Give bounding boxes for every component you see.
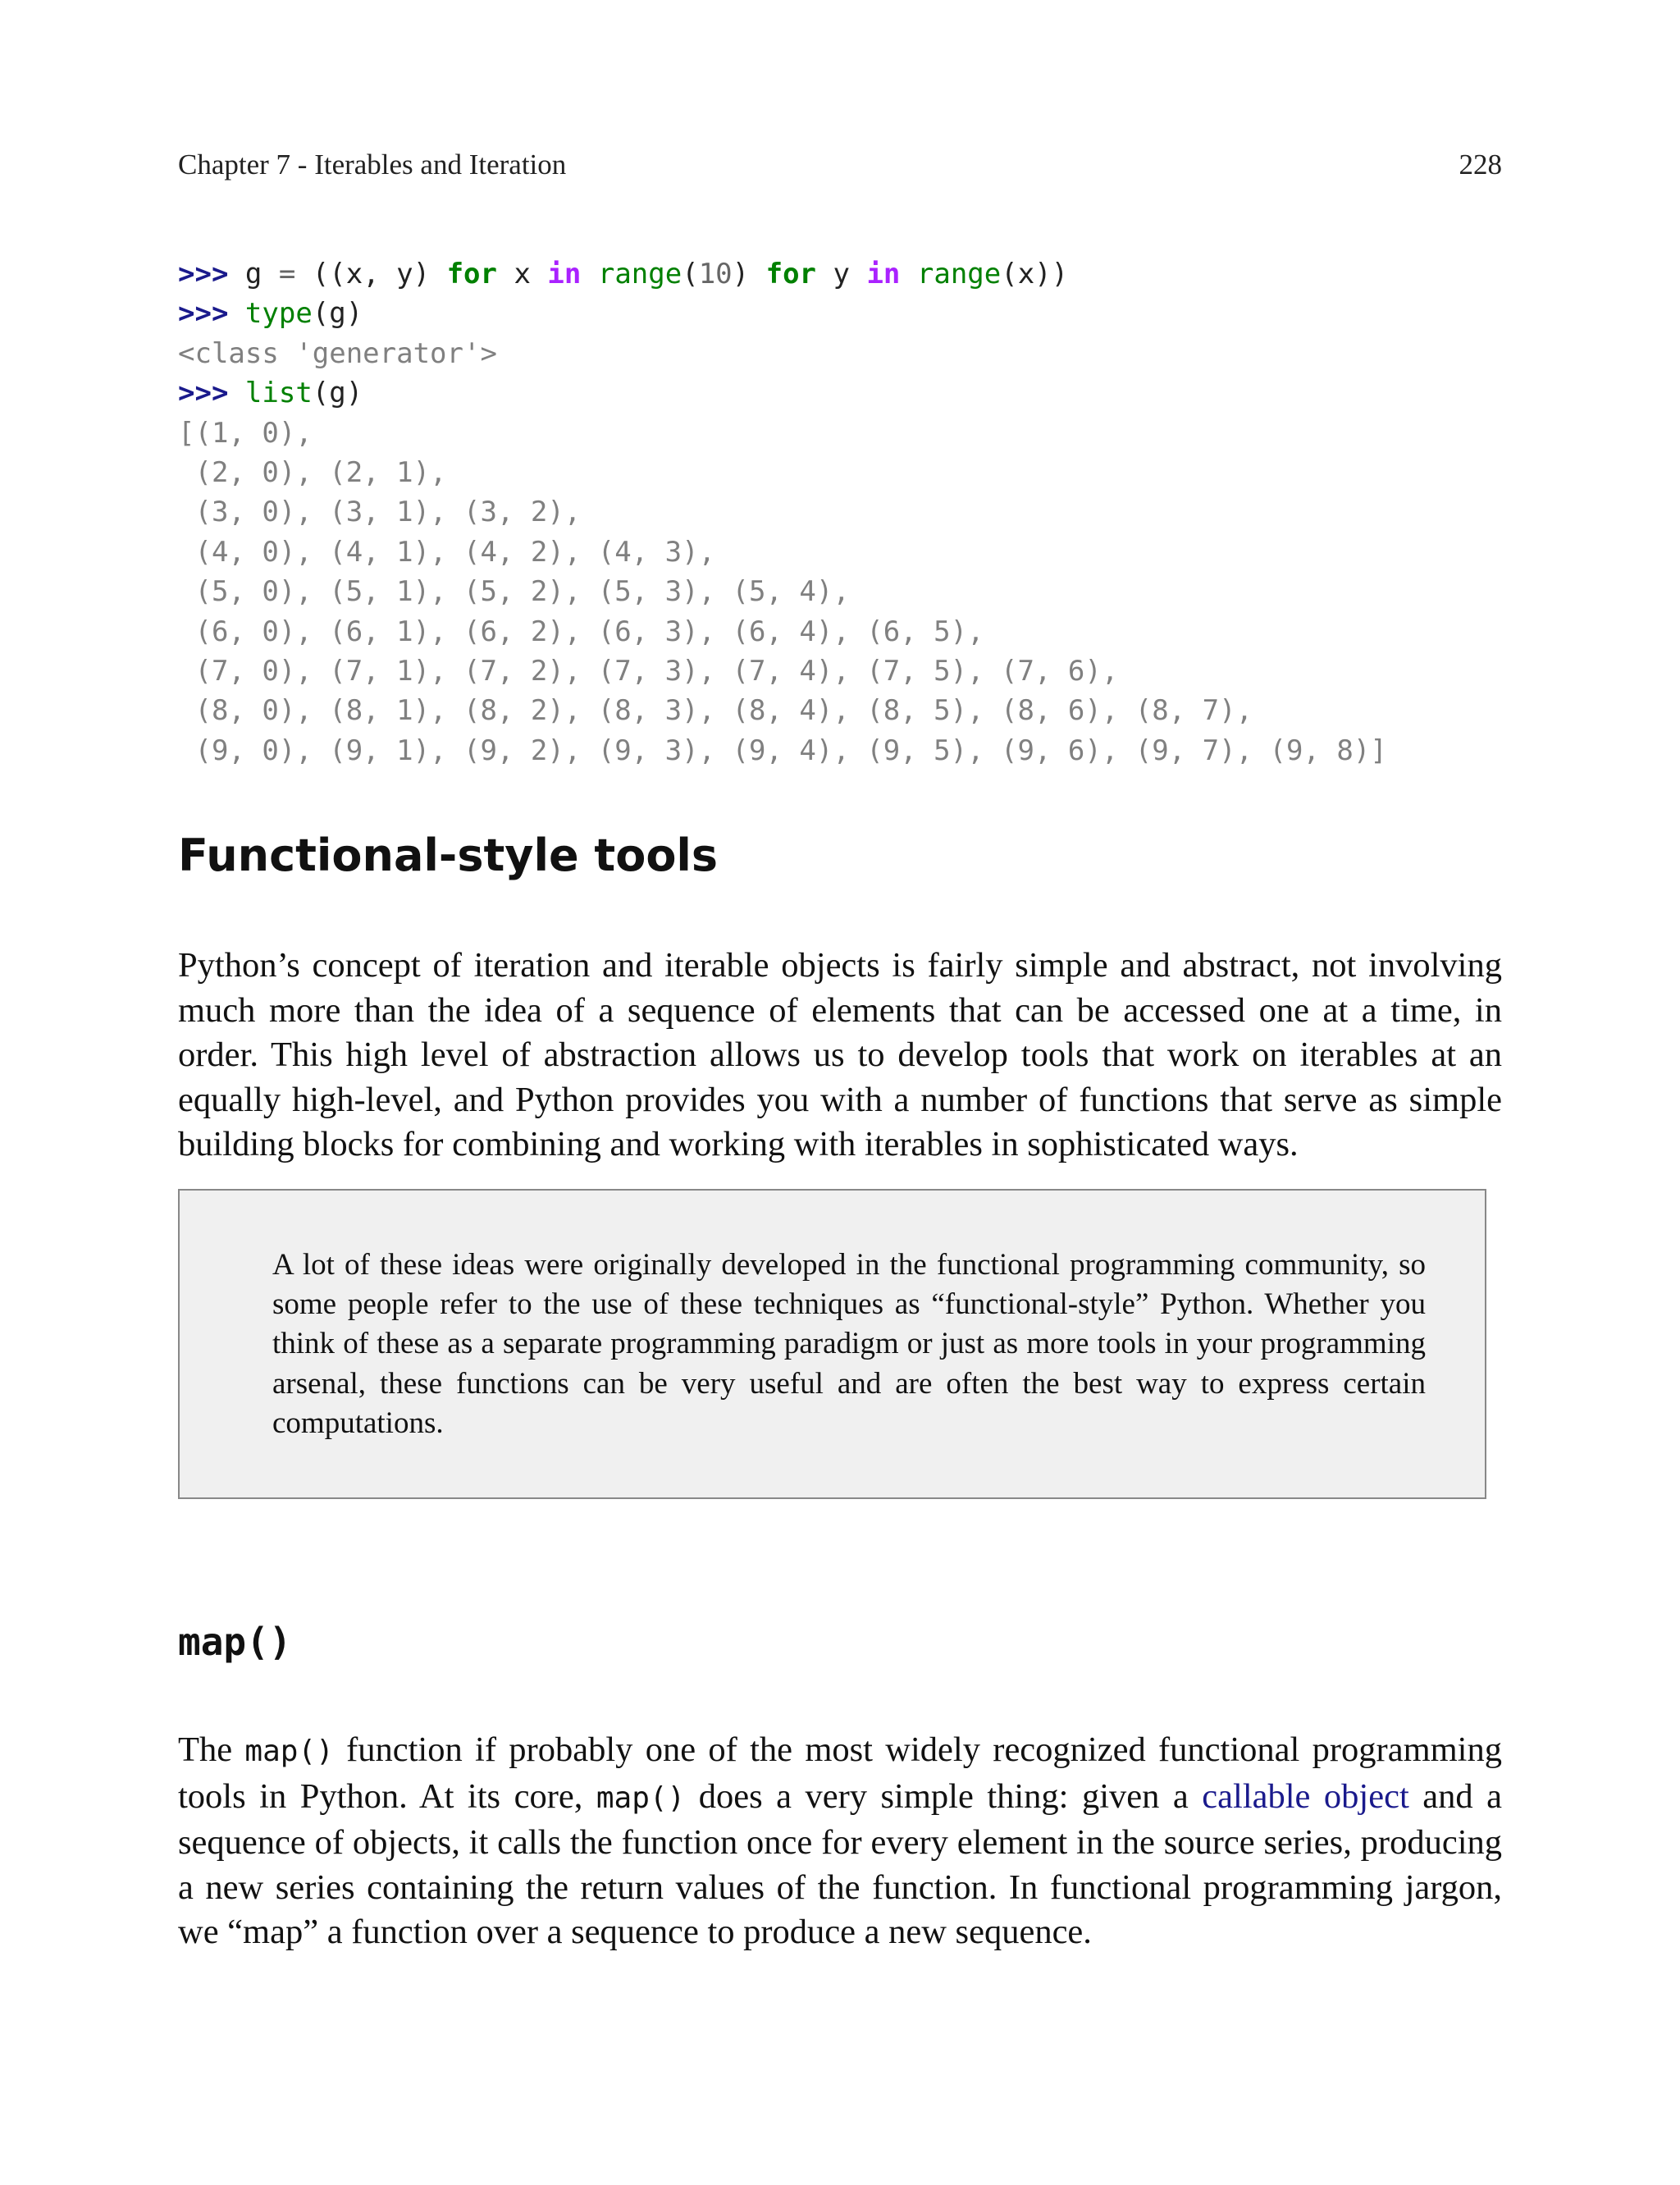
code-line — [178, 254, 1387, 294]
code-keyword: for — [765, 258, 817, 290]
code-builtin: list — [244, 377, 313, 410]
code-text: ( — [682, 258, 699, 290]
map-paragraph — [178, 1728, 1502, 1955]
code-text: g — [228, 258, 279, 290]
code-output-line: (3, 0), (3, 1), (3, 2), — [178, 496, 582, 529]
code-line — [178, 373, 1387, 413]
code-keyword: in — [547, 258, 582, 290]
code-output-line: (2, 0), (2, 1), — [178, 455, 447, 489]
paragraph-text: does a very simple thing: given a — [685, 1776, 1203, 1816]
code-number: 10 — [698, 258, 733, 290]
aside-text: A lot of these ideas were originally developed in the functional programming community, so some people refer to the use of these techniques as “functional-style” Python. Whether you think of these as a separate programming paradigm or just as more tools in your programming arsenal, these functions can be very useful and are often the best way to express certain computations. — [272, 1248, 1426, 1440]
callable-object-link[interactable]: callable object — [1202, 1776, 1409, 1816]
chapter-title: Chapter 7 - Iterables and Iteration — [178, 149, 567, 181]
code-output-line: (7, 0), (7, 1), (7, 2), (7, 3), (7, 4), (7, 5), (7, 6), — [178, 654, 1119, 688]
code-output-line: (6, 0), (6, 1), (6, 2), (6, 3), (6, 4), (6, 5), — [178, 615, 984, 648]
code-operator: = — [278, 258, 296, 290]
section-heading: Functional-style tools — [178, 830, 719, 881]
section-paragraph: Python’s concept of iteration and iterable objects is fairly simple and abstract, not involving much more than the idea of a sequence of elements that can be accessed one at a time, in order. This high level of abstraction allows us to develop tools that work on iterables at an equally high-level, and Python provides you with a number of functions that serve as simple building blocks for combining and working with iterables in sophisticated ways. — [178, 946, 1502, 1164]
code-output-line: [(1, 0), — [178, 416, 313, 450]
code-text: ((x, y) — [295, 258, 447, 290]
code-builtin: range — [597, 258, 682, 290]
code-line — [178, 294, 1387, 333]
aside-box — [178, 1189, 1486, 1499]
code-text: ) — [732, 258, 766, 290]
repl-prompt: >>> — [178, 297, 229, 331]
paragraph-text: and a sequence of objects, it calls the function once for every element in the source series, producing a new series containing the return values of the function. In functional programming jargon, we “map” a function over a sequence to produce a new sequence. — [178, 1776, 1502, 1952]
code-space — [581, 258, 597, 290]
code-space — [900, 258, 916, 290]
code-output-line: <class 'generator'> — [178, 336, 497, 370]
subsection-heading: map() — [178, 1620, 292, 1664]
code-output-line: (5, 0), (5, 1), (5, 2), (5, 3), (5, 4), — [178, 575, 850, 609]
running-header — [178, 144, 1502, 185]
code-text: y — [816, 258, 867, 290]
paragraph-text: The — [178, 1730, 245, 1769]
code-text: x — [496, 258, 548, 290]
code-output-line: (9, 0), (9, 1), (9, 2), (9, 3), (9, 4), (9, 5), (9, 6), (9, 7), (9, 8)] — [178, 734, 1387, 767]
paragraph-text: function if probably one of the most widely recognized functional programming tools in Python. At its core, — [178, 1730, 1502, 1816]
repl-prompt: >>> — [178, 377, 229, 410]
code-text: (g) — [312, 297, 363, 331]
inline-code: map() — [596, 1780, 686, 1815]
code-builtin: range — [916, 258, 1002, 290]
page-number: 228 — [1459, 149, 1502, 181]
code-keyword: for — [446, 258, 497, 290]
code-keyword: in — [866, 258, 901, 290]
code-text: (x)) — [1001, 258, 1069, 290]
code-space — [228, 297, 244, 330]
repl-prompt: >>> — [178, 258, 229, 290]
code-output-line: (8, 0), (8, 1), (8, 2), (8, 3), (8, 4), (8, 5), (8, 6), (8, 7), — [178, 694, 1253, 728]
code-block — [178, 254, 1387, 770]
code-output-line: (4, 0), (4, 1), (4, 2), (4, 3), — [178, 535, 716, 569]
code-space — [228, 377, 244, 409]
inline-code: map() — [244, 1735, 334, 1768]
code-builtin: type — [244, 297, 313, 331]
code-text: (g) — [312, 377, 363, 410]
